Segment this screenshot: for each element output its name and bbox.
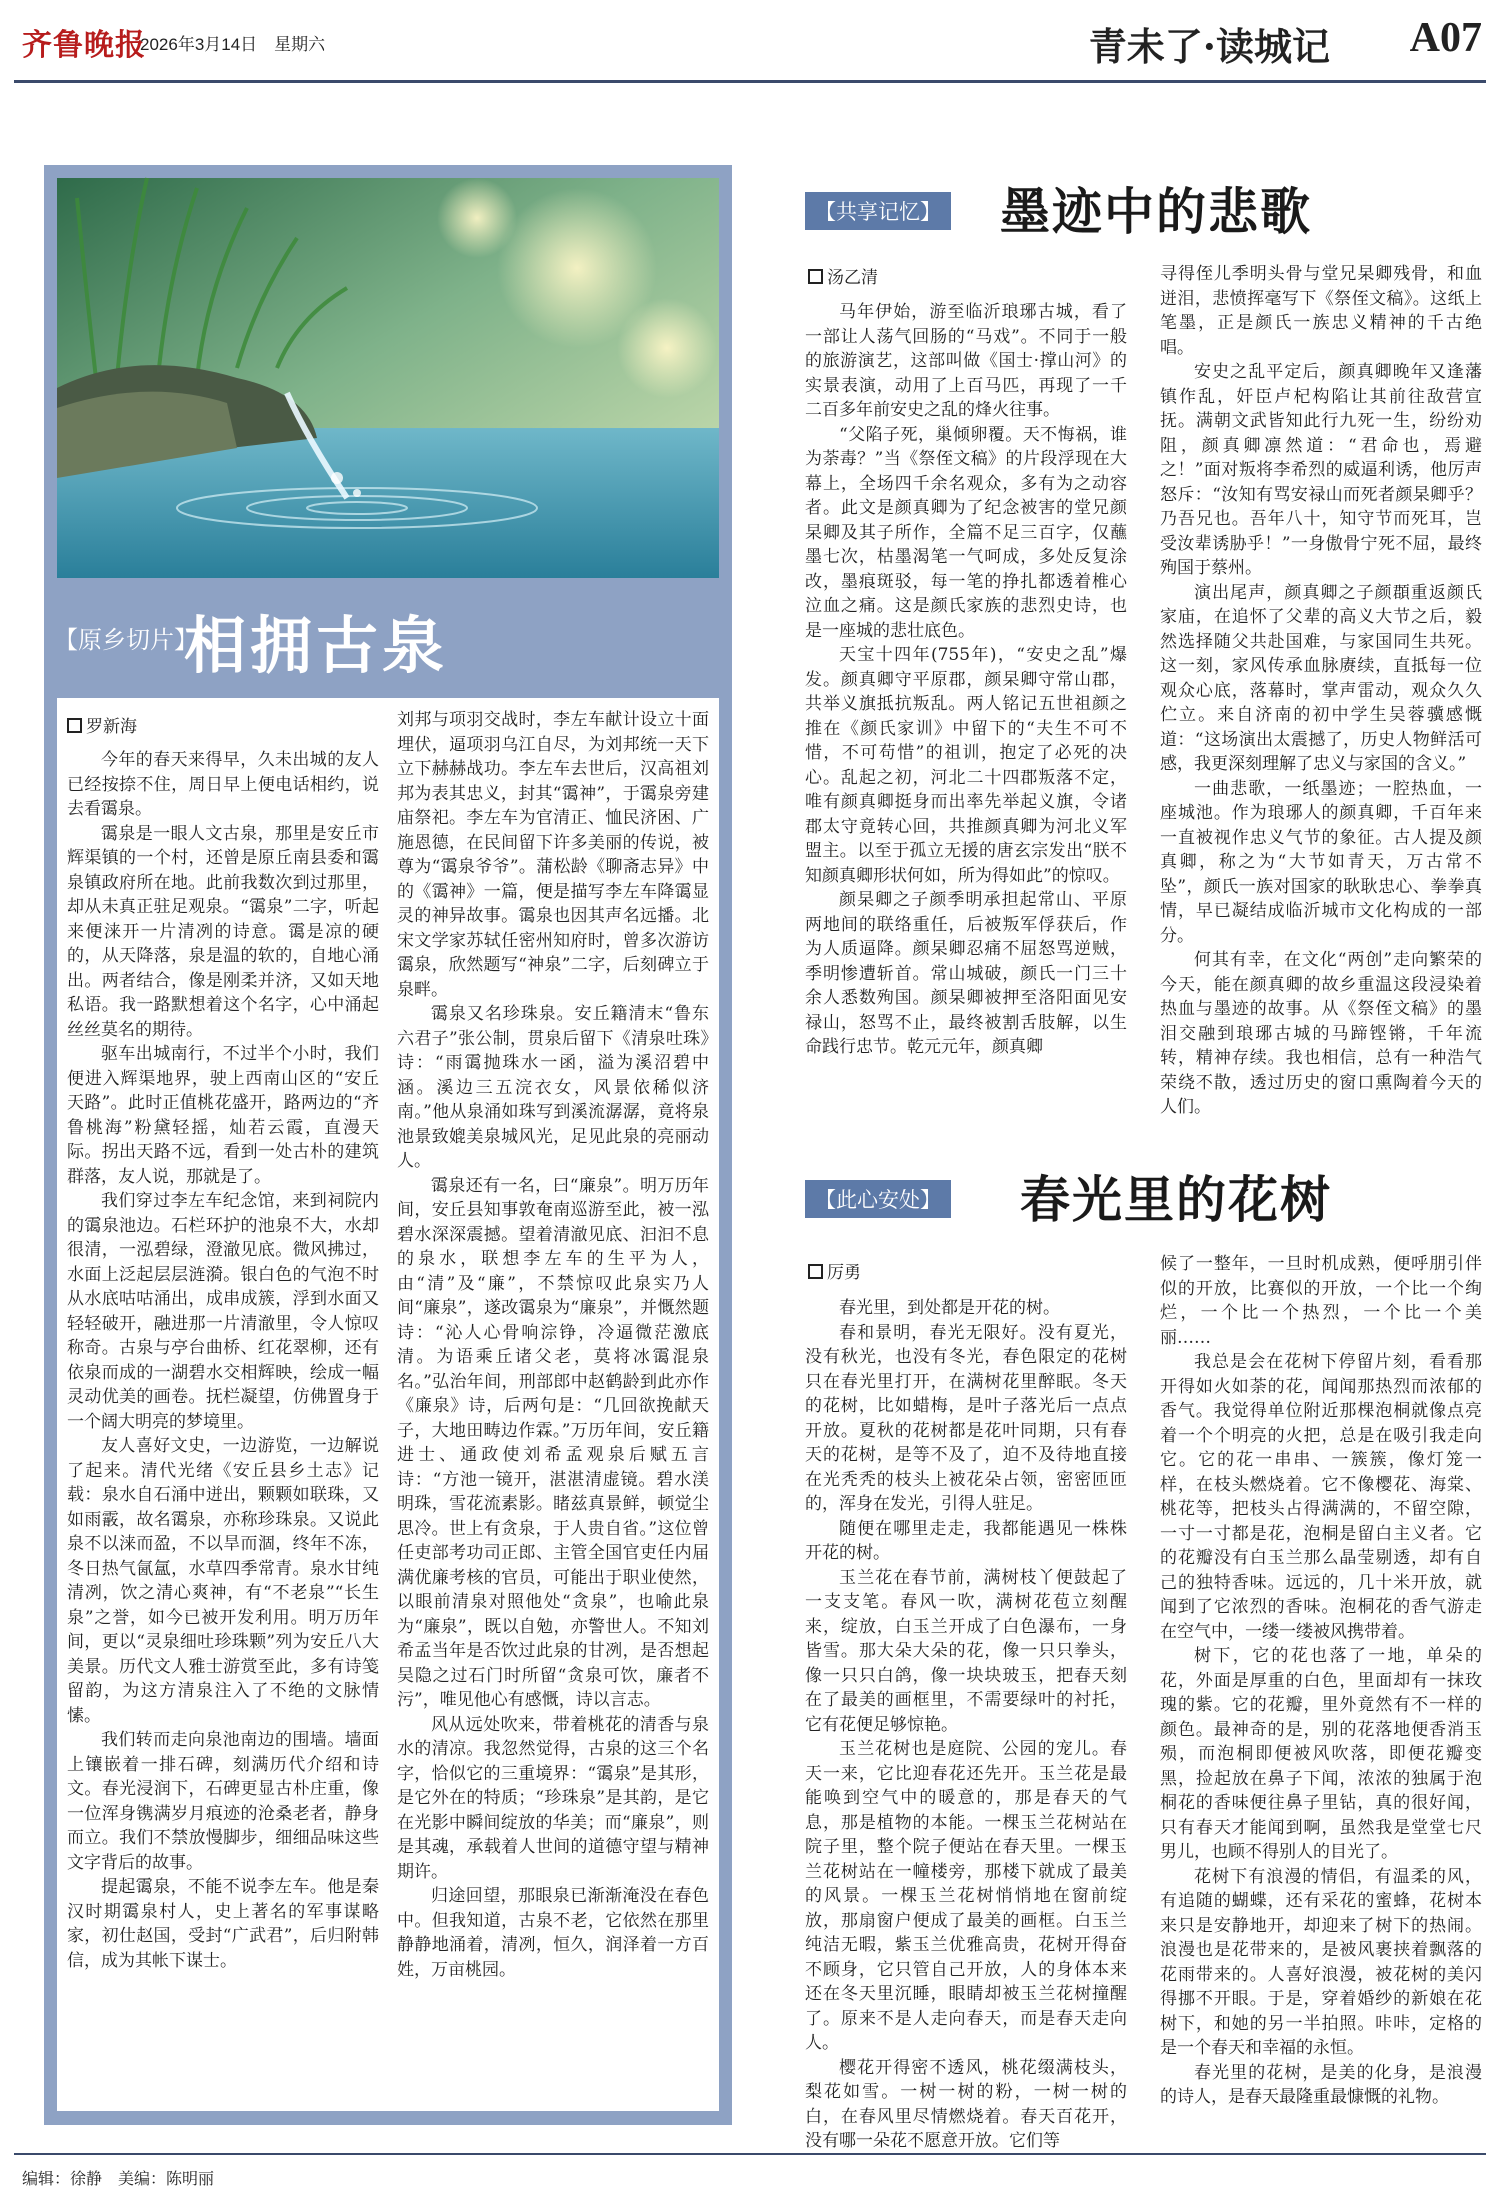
column-tag: 【原乡切片】 (54, 627, 198, 654)
square-icon (808, 269, 823, 284)
paragraph: 安史之乱平定后，颜真卿晚年又逢藩镇作乱，奸臣卢杞构陷让其前往敌营宣抚。满朝文武皆知此行九死一生，纷纷劝阻，颜真卿凛然道：“君命也，焉避之！”面对叛将李希烈的威逼利诱，他厉声怒斥：“汝知有骂安禄山而死者颜杲卿乎？乃吾兄也。吾年八十，知守节而死耳，岂受汝辈诱胁乎！”一身傲骨宁死不屈，最终殉国于蔡州。 (1160, 362, 1482, 578)
paragraph: 颜杲卿之子颜季明承担起常山、平原两地间的联络重任，后被叛军俘获后，作为人质逼降。颜杲卿忍痛不屈怒骂逆贼，季明惨遭斩首。常山城破，颜氏一门三十余人悉数殉国。颜杲卿被押至洛阳面见安禄山，怒骂不止，最终被割舌肢解，以生命践行忠节。乾元元年，颜真卿 (805, 890, 1127, 1057)
spring-water-photo (57, 178, 719, 578)
paragraph: 友人喜好文史，一边游览，一边解说了起来。清代光绪《安丘县乡土志》记载：泉水自石涌中迸出，颗颗如联珠，又如雨霰，故名霭泉，亦称珍珠泉。又说此泉不以涞而盈，不以旱而涸，终年不冻，冬日热气氤氲，水草四季常青。泉水甘纯清冽，饮之清心爽神，有“不老泉”“长生泉”之誉，如今已被开发利用。明万历年间，更以“灵泉细吐珍珠颗”列为安丘八大美景。历代文人雅士游赏至此，多有诗笺留韵，为这方清泉注入了不绝的文脉情愫。 (67, 1436, 379, 1726)
paragraph: 我总是会在花树下停留片刻，看看那开得如火如荼的花，闻闻那热烈而浓郁的香气。我觉得单位附近那棵泡桐就像点亮着一个个明亮的火把，总是在吸引我走向它。它的花一串串、一簇簇，像灯笼一样，在枝头燃烧着。它不像樱花、海棠、桃花等，把枝头占得满满的，不留空隙，一寸一寸都是花，泡桐是留白主义者。它的花瓣没有白玉兰那么晶莹剔透，却有自己的独特香味。远远的，几十米开放，就闻到了它浓烈的香味。泡桐花的香气游走在空气中，一缕一缕被风携带着。 (1160, 1352, 1482, 1642)
paragraph: 春光里的花树，是美的化身，是浪漫的诗人，是春天最隆重最慷慨的礼物。 (1160, 2062, 1482, 2107)
header-rule (14, 80, 1486, 83)
paragraph: 一曲悲歌，一纸墨迹；一腔热血，一座城池。作为琅琊人的颜真卿，千百年来一直被视作忠义气节的象征。古人提及颜真卿，称之为“大节如青天，万古常不坠”，颜氏一族对国家的耿耿忠心、拳拳真情，早已凝结成临沂城市文化构成的一部分。 (1160, 778, 1482, 946)
paragraph: 霭泉是一眼人文古泉，那里是安丘市辉渠镇的一个村，还曾是原丘南县委和霭泉镇政府所在地。此前我数次到过那里，却从未真正驻足观泉。“霭泉”二字，听起来便涞开一片清冽的诗意。霭是凉的硬的，从天降落，泉是温的软的，自地心涌出。两者结合，像是刚柔并济，又如天地私语。我一路默想着这个名字，心中涌起丝丝莫名的期待。 (67, 823, 379, 1040)
paragraph: 花树下有浪漫的情侣，有温柔的风，有追随的蝴蝶，还有采花的蜜蜂，花树本来只是安静地开，却迎来了树下的热闹。浪漫也是花带来的，是被风裹挟着飘落的花雨带来的。人喜好浪漫，被花树的美闪得挪不开眼。于是，穿着婚纱的新娘在花树下，和她的另一半拍照。咔咔，定格的是一个春天和幸福的永恒。 (1160, 1866, 1482, 2058)
article-body-box (57, 698, 719, 2111)
article-column-2 (1160, 262, 1482, 1117)
paragraph: 演出尾声，颜真卿之子颜頵重返颜氏家庙，在追怀了父辈的高义大节之后，毅然选择随父共赴国难，与家国同生共死。这一刻，家风传承血脉赓续，直抵每一位观众心底，落幕时，掌声雷动，观众久久伫立。来自济南的初中学生吴蓉骥感慨道：“这场演出太震撼了，历史人物鲜活可感，我更深刻理解了忠义与家国的含义。” (1160, 582, 1482, 774)
paragraph: 随便在哪里走走，我都能遇见一株株开花的树。 (805, 1518, 1127, 1563)
paragraph: 刘邦与项羽交战时，李左车献计设立十面埋伏，逼项羽乌江自尽，为刘邦统一天下立下赫赫战功。李左车去世后，汉高祖刘邦为表其忠义，封其“霭神”，于霭泉旁建庙祭祀。李左车为官清正、恤民济困、广施恩德，在民间留下许多美丽的传说，被尊为“霭泉爷爷”。蒲松龄《聊斋志异》中的《霭神》一篇，便是描写李左车降霭显灵的神异故事。霭泉也因其声名远播。北宋文学家苏轼任密州知府时，曾多次游访霭泉，欣然题写“神泉”二字，后刻碑立于泉畔。 (397, 710, 709, 1000)
masthead (0, 0, 1500, 70)
headline-strip (44, 578, 732, 698)
article-title: 春光里的花树 (1020, 1170, 1332, 1229)
paragraph: 归途回望，那眼泉已渐渐淹没在春色中。但我知道，古泉不老，它依然在那里静静地涌着，清冽，恒久，润泽着一方百姓，万亩桃园。 (397, 1886, 709, 1980)
paragraph: 玉兰花树也是庭院、公园的宠儿。春天一来，它比迎春花还先开。玉兰花是最能唤到空气中的暖意的，那是春天的气息，那是植物的本能。一棵玉兰花树站在院子里，整个院子便站在春天里。一棵玉兰花树站在一幢楼旁，那楼下就成了最美的风景。一棵玉兰花树悄悄地在窗前绽放，那扇窗户便成了最美的画框。白玉兰纯洁无暇，紫玉兰优雅高贵，花树开得奋不顾身，它只管自己开放，人的身体本来还在冬天里沉睡，眼睛却被玉兰花树撞醒了。原来不是人走向春天，而是春天走向人。 (805, 1739, 1127, 2053)
paragraph: 霭泉又名珍珠泉。安丘籍清末“鲁东六君子”张公制，贯泉后留下《清泉吐珠》诗：“雨霭抛珠水一函，溢为溪沼碧中涵。溪边三五浣衣女，风景依稀似济南。”他从泉涌如珠写到溪流潺潺，竟将泉池景致媲美泉城风光，足见此泉的亮丽动人。 (397, 1004, 709, 1171)
paragraph: 驱车出城南行，不过半个小时，我们便进入辉渠地界，驶上西南山区的“安丘天路”。此时正值桃花盛开，路两边的“齐鲁桃海”粉黛轻摇，灿若云霞，直漫天际。拐出天路不远，看到一处古朴的建筑群落，友人说，那就是了。 (67, 1044, 379, 1187)
column-tag: 【共享记忆】 (805, 192, 951, 230)
paragraph: “父陷子死，巢倾卵覆。天不悔祸，谁为荼毒？”当《祭侄文稿》的片段浮现在大幕上，全场四千余名观众，多有为之动容者。此文是颜真卿为了纪念被害的堂兄颜杲卿及其子所作，全篇不足三百字，仅蘸墨七次，枯墨渴笔一气呵成，多处反复涂改，墨痕斑驳，每一笔的挣扎都透着椎心泣血之痛。这是颜氏家族的悲烈史诗，也是一座城的悲壮底色。 (805, 424, 1127, 641)
section-title: 青未了·读城记 (1088, 24, 1330, 69)
author-byline (67, 712, 137, 737)
paragraph: 今年的春天来得早，久未出城的友人已经按捺不住，周日早上便电话相约，说去看霭泉。 (67, 750, 379, 819)
paragraph: 马年伊始，游至临沂琅琊古城，看了一部让人荡气回肠的“马戏”。不同于一般的旅游演艺，这部叫做《国士·撑山河》的实景表演，动用了上百马匹，再现了一千二百多年前安史之乱的烽火往事。 (805, 302, 1127, 420)
author-name: 罗新海 (86, 717, 137, 736)
square-icon (808, 1264, 823, 1279)
paragraph: 寻得侄儿季明头骨与堂兄杲卿残骨，和血迸泪，悲愤挥毫写下《祭侄文稿》。这纸上笔墨，正是颜氏一族忠义精神的千古绝唱。 (1160, 264, 1482, 358)
square-icon (67, 718, 82, 733)
column-tag: 【此心安处】 (805, 1180, 951, 1218)
article-column-2 (397, 708, 709, 2103)
paragraph: 玉兰花在春节前，满树枝丫便鼓起了一支支笔。春风一吹，满树花苞立刻醒来，绽放，白玉兰开成了白色瀑布，一身皆雪。那大朵大朵的花，像一只只拳头，像一只只白鸽，像一块块玻玉，把春天刻在了最美的画框里，不需要绿叶的衬托，它有花便足够惊艳。 (805, 1567, 1127, 1735)
paragraph: 霭泉还有一名，曰“廉泉”。明万历年间，安丘县知事敦奄南巡游至此，被一泓碧水深深震撼。望着清澈见底、汩汩不息的泉水，联想李左车的生平为人，由“清”及“廉”，不禁惊叹此泉实乃人间“廉泉”，遂改霭泉为“廉泉”，并慨然题诗：“沁人心骨响淙铮，冷逼微茫激底清。为语乘丘诸父老，莫将冰霭混泉名。”弘治年间，刑部郎中赵鹤龄到此亦作《廉泉》诗，后两句是：“几回欲挽献天子，大地田畴边作霖。”万历年间，安丘籍进士、通政使刘希孟观泉后赋五言诗：“方池一镜开，湛湛清虚镜。碧水渼明珠，雪花流素影。睹兹真景鲜，顿觉尘思冷。世上有贪泉，于人贵自省。”这位曾任吏部考功司正郎、主管全国官吏任内届满优廉考核的官员，可能出于职业使然，以眼前清泉对照他处“贪泉”，也喻此泉为“廉泉”，既以自勉，亦警世人。不知刘希孟当年是否饮过此泉的甘冽，是否想起吴隐之过石门时所留“贪泉可饮，廉者不污”，唯见他心有感慨，诗以言志。 (397, 1175, 709, 1710)
paragraph: 风从远处吹来，带着桃花的清香与泉水的清凉。我忽然觉得，古泉的这三个名字，恰似它的三重境界：“霭泉”是其形，是它外在的特质；“珍珠泉”是其韵，是它在光影中瞬间绽放的华美；而“廉泉”，则是其魂，承载着人世间的道德守望与精神期许。 (397, 1714, 709, 1882)
article-column-1 (805, 300, 1127, 1110)
author-name: 汤乙清 (827, 268, 878, 287)
editor-credits: 编辑：徐静 美编：陈明丽 (22, 2171, 215, 2188)
article-title: 墨迹中的悲歌 (1000, 182, 1312, 241)
paragraph: 樱花开得密不透风，桃花缀满枝头，梨花如雪。一树一树的粉，一树一树的白，在春风里尽情燃烧着。春天百花开，没有哪一朵花不愿意开放。它们等 (805, 2057, 1127, 2151)
paragraph: 春和景明，春光无限好。没有夏光，没有秋光，也没有冬光，春色限定的花树只在春光里打开，在满树花里醉眠。冬天的花树，比如蜡梅，是叶子落光后一点点开放。夏秋的花树都是花叶同期，只有春天的花树，是等不及了，迫不及待地直接在光秃秃的枝头上被花朵占领，密密匝匝的，浑身在发光，引得人驻足。 (805, 1322, 1127, 1514)
article-column-2 (1160, 1252, 1482, 2116)
spring-illustration (57, 178, 719, 578)
article-column-1 (805, 1296, 1127, 2151)
author-name: 厉勇 (827, 1263, 861, 1282)
paragraph: 我们穿过李左车纪念馆，来到祠院内的霭泉池边。石栏环护的池泉不大，水却很清，一泓碧绿，澄澈见底。微风拂过，水面上泛起层层涟漪。银白色的气泡不时从水底咕咕涌出，成串成簇，浮到水面又轻轻破开，融进那一片清澈里，令人惊叹称奇。古泉与亭台曲桥、红花翠柳，还有依泉而成的一湖碧水交相辉映，绘成一幅灵动优美的画卷。抚栏凝望，仿佛置身于一个阔大明亮的梦境里。 (67, 1191, 379, 1432)
paragraph: 何其有幸，在文化“两创”走向繁荣的今天，能在颜真卿的故乡重温这段浸染着热血与墨迹的故事。从《祭侄文稿》的墨泪交融到琅琊古城的马蹄铿锵，千年流转，精神存续。我也相信，总有一种浩气荣绕不散，透过历史的窗口熏陶着今天的人们。 (1160, 950, 1482, 1117)
paragraph: 春光里，到处都是开花的树。 (839, 1298, 1060, 1318)
article-title: 相拥古泉 (184, 609, 449, 682)
author-byline (808, 1258, 861, 1283)
paragraph: 天宝十四年(755年)，“安史之乱”爆发。颜真卿守平原郡，颜杲卿守常山郡，共举义旗抵抗叛乱。两人铭记五世祖颜之推在《颜氏家训》中留下的“夫生不可不惜，不可苟惜”的祖训，抱定了必死的决心。乱起之初，河北二十四郡叛落不定，唯有颜真卿挺身而出率先举起义旗，令诸郡太守竟转心回，共推颜真卿为河北义军盟主。以至于孤立无援的唐玄宗发出“朕不知颜真卿形状何如，所为得如此”的惊叹。 (805, 645, 1127, 886)
paragraph: 我们转而走向泉池南边的围墙。墙面上镶嵌着一排石碑，刻满历代介绍和诗文。春光浸润下，石碑更显古朴庄重，像一位浑身镌满岁月痕迹的沧桑老者，静身而立。我们不禁放慢脚步，细细品味这些文字背后的故事。 (67, 1730, 379, 1873)
paragraph: 提起霭泉，不能不说李左车。他是秦汉时期霭泉村人，史上著名的军事谋略家，初仕赵国，受封“广武君”，后归附韩信，成为其帐下谋士。 (67, 1877, 379, 1971)
paragraph: 候了一整年，一旦时机成熟，便呼朋引伴似的开放，比赛似的开放，一个比一个绚烂，一个比一个热烈，一个比一个美丽…… (1160, 1254, 1482, 1348)
article-panel-left (44, 165, 732, 2125)
newspaper-logo: 齐鲁晚报 (22, 28, 146, 63)
footer-rule (14, 2153, 1486, 2155)
issue-date: 2026年3月14日 星期六 (140, 35, 326, 54)
article-column-1 (67, 748, 379, 2103)
paragraph: 树下，它的花也落了一地，单朵的花，外面是厚重的白色，里面却有一抹玫瑰的紫。它的花瓣，里外竟然有不一样的颜色。最神奇的是，别的花落地便香消玉殒，而泡桐即便被风吹落，即便花瓣变黑，捡起放在鼻子下闻，浓浓的独属于泡桐花的香味便往鼻子里钻，真的很好闻，只有春天才能闻到啊，虽然我是堂堂七尺男儿，也顾不得别人的目光了。 (1160, 1646, 1482, 1862)
page-number: A07 (1409, 15, 1482, 61)
author-byline (808, 263, 878, 288)
